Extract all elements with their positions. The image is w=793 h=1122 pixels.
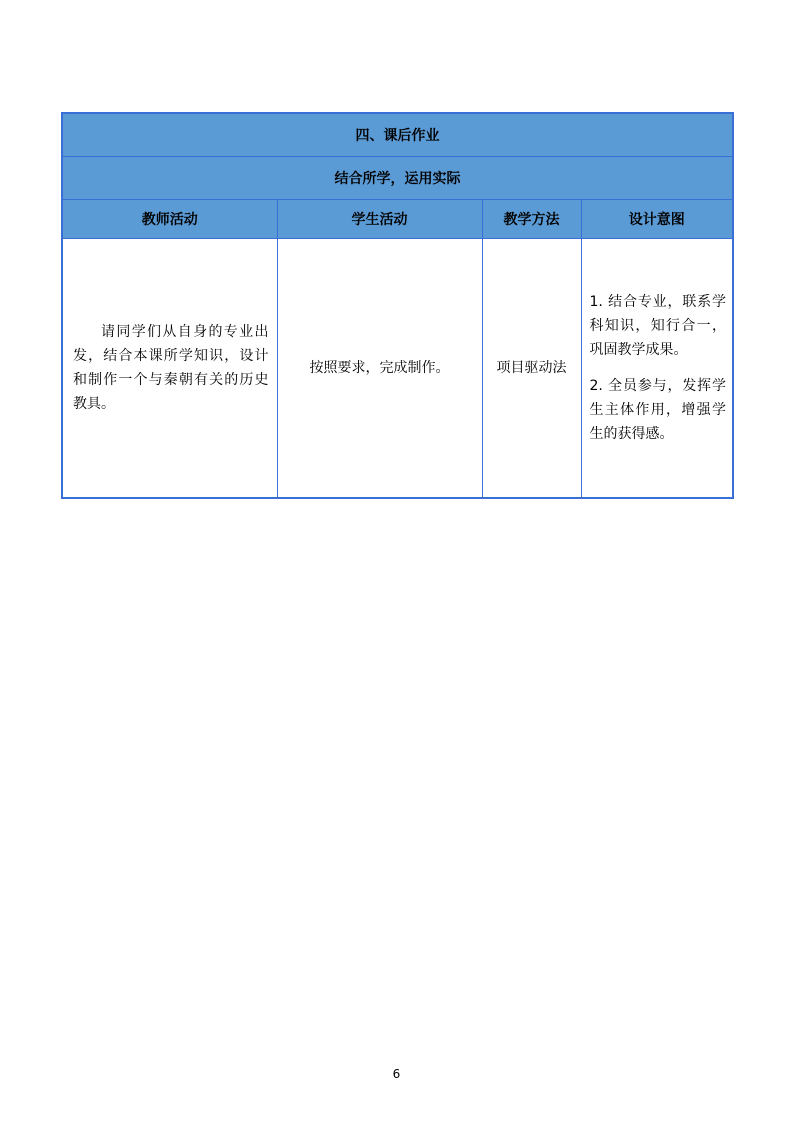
section-subtitle: 结合所学，运用实际	[62, 157, 733, 200]
design-intent-text	[582, 290, 733, 446]
student-activity-text: 按照要求，完成制作。	[309, 360, 450, 376]
page-number: 6	[392, 1067, 401, 1081]
homework-table	[61, 112, 734, 499]
table-title-row	[62, 113, 733, 157]
teacher-activity-cell	[62, 239, 277, 499]
method-cell	[482, 239, 581, 499]
teacher-activity-text: 请同学们从自身的专业出发，结合本课所学知识，设计和制作一个与秦朝有关的历史教具。	[73, 324, 269, 412]
column-header-method: 教学方法	[482, 200, 581, 239]
column-header-design: 设计意图	[581, 200, 733, 239]
table-subtitle-row	[62, 157, 733, 200]
section-title: 四、课后作业	[62, 113, 733, 157]
method-text: 项目驱动法	[496, 360, 567, 376]
column-header-row	[62, 200, 733, 239]
design-intent-point-1: 1. 结合专业，联系学科知识，知行合一，巩固教学成果。	[589, 294, 726, 358]
column-header-student: 学生活动	[277, 200, 482, 239]
design-intent-point-2: 2. 全员参与，发挥学生主体作用，增强学生的获得感。	[589, 378, 726, 442]
design-intent-cell	[581, 239, 733, 499]
student-activity-cell	[277, 239, 482, 499]
table-row	[62, 239, 733, 499]
column-header-teacher: 教师活动	[62, 200, 277, 239]
